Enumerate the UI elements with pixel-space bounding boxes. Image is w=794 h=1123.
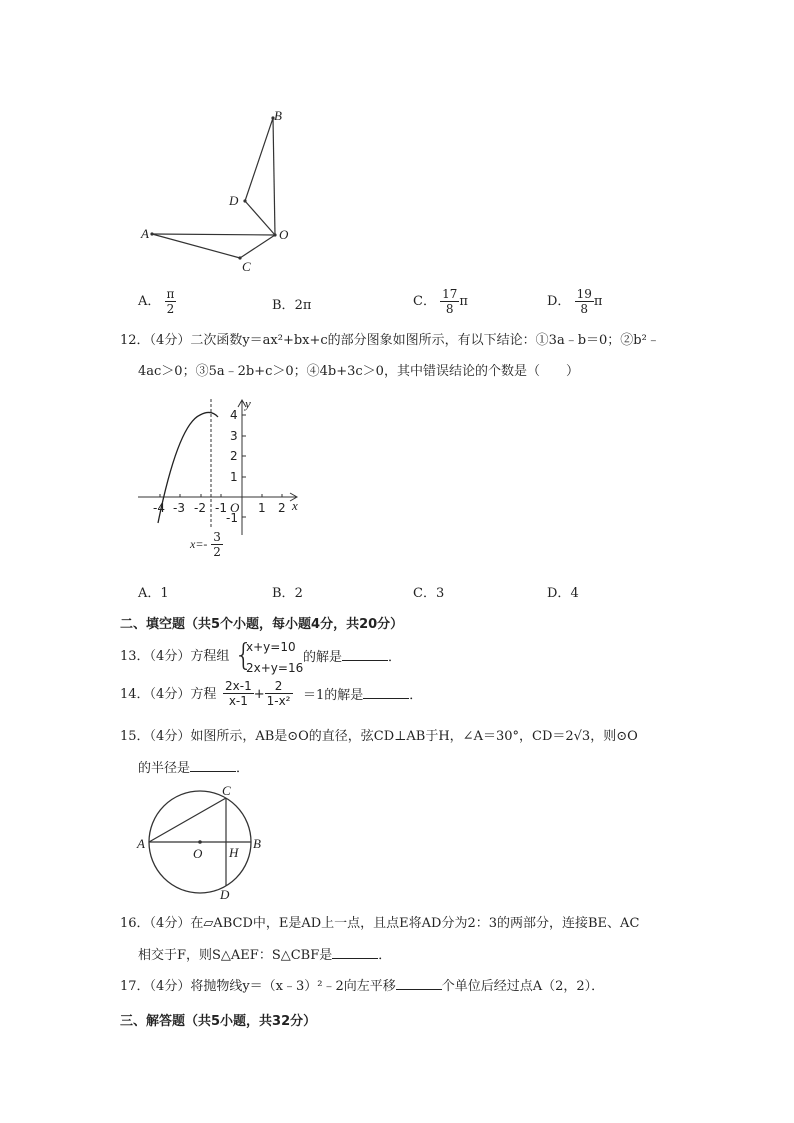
answer-blank[interactable] [363,686,409,699]
q16-text-line1: 16．（4分）在▱ABCD中，E是AD上一点，且点E将AD分为2：3的两部分，连接BE、AC [120,916,640,931]
q12-text-line2: 4ac＞0；③5a﹣2b+c＞0；④4b+3c＞0，其中错误结论的个数是（ ） [138,364,579,379]
q11-option-b[interactable]: B．2π [272,298,312,313]
label-O: O [279,227,289,242]
q11-option-a[interactable]: A． $\frac{\pi}{2}$ [138,287,175,316]
x-tick-label: 1 [258,501,266,515]
q11-figure [130,105,300,280]
q14-text: 14．（4分）方程 [120,687,217,702]
fraction: $\frac{17}{8}$ [442,287,458,316]
answer-blank[interactable] [190,759,236,772]
label-A: A [141,226,149,241]
symmetry-axis-caption: x=- $\frac{3}{2}$ [190,530,221,559]
label-C: C [222,783,231,798]
q12-option-c[interactable]: C．3 [413,586,445,601]
q11-option-c[interactable]: C． $\frac{17}{8}$ π [413,287,468,316]
label-O: O [193,846,203,861]
q13-text: 13．（4分）方程组 [120,649,230,664]
q15-text-line1: 15．（4分）如图所示，AB是⊙O的直径，弦CD⊥AB于H，∠A＝30°，CD＝2√3，则⊙O [120,729,638,744]
y-axis-label: y [245,396,251,411]
x-tick-label: -1 [215,501,227,515]
q16-text-line2: 相交于F，则S△AEF：S△CBF是 ． [138,948,392,963]
q15-text-line2: 的半径是 ． [138,761,250,776]
x-tick-label: -3 [173,501,185,515]
q12-option-a[interactable]: A．1 [138,586,169,601]
y-tick-label: 4 [230,408,238,422]
fraction: $\frac{19}{8}$ [576,287,592,316]
y-tick-label: -1 [226,511,238,525]
q17-text: 17．（4分）将抛物线y＝（x﹣3）²﹣2向左平移 个单位后经过点A（2，2）． [120,979,605,994]
label-B: B [274,108,282,123]
label-D: D [229,193,239,208]
q12-graph [130,395,310,545]
y-tick-label: 3 [230,429,238,443]
fraction: $\frac{2x-1}{x-1}$ [225,679,252,708]
q11-option-d[interactable]: D． $\frac{19}{8}$ π [547,287,603,316]
section-title-2: 二、填空题（共5个小题，每小题4分，共20分） [120,617,404,632]
fraction: $\frac{2}{\text{1-x²}}$ [266,679,291,708]
label-B: B [253,836,261,851]
answer-blank[interactable] [332,946,378,959]
label-A: A [137,836,145,851]
x-tick-label: -2 [194,501,206,515]
fraction: $\frac{\pi}{2}$ [166,287,175,316]
q12-option-b[interactable]: B．2 [272,586,303,601]
q12-option-d[interactable]: D．4 [547,586,579,601]
label-H: H [229,845,239,860]
section-title-3: 三、解答题（共5小题，共32分） [120,1014,317,1029]
q12-text-line1: 12．（4分）二次函数y＝ax²+bx+c的部分图象如图所示，有以下结论：①3a﹣b＝0；②b²﹣ [120,333,660,348]
answer-blank[interactable] [342,648,388,661]
x-axis-label: x [292,498,298,513]
q15-circle-figure [140,780,270,910]
x-tick-label: -4 [153,501,165,515]
y-tick-label: 1 [230,470,238,484]
x-tick-label: 2 [278,501,286,515]
y-tick-label: 2 [230,449,238,463]
label-D: D [220,887,230,902]
answer-blank[interactable] [396,977,442,990]
origin-label: O [230,500,240,515]
label-C: C [242,259,251,274]
